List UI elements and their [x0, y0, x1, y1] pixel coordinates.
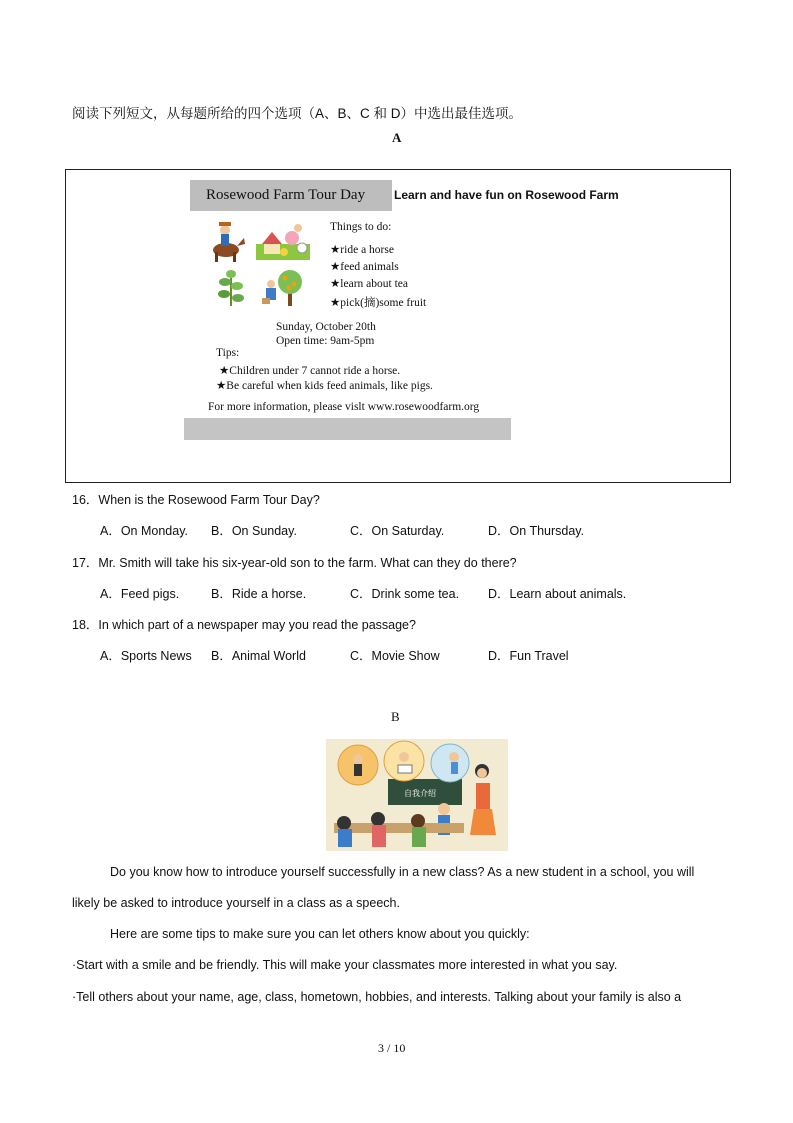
horse-rider-icon: [206, 218, 246, 264]
tip-item: ★Children under 7 cannot ride a horse.: [219, 365, 401, 377]
tips-heading: Tips:: [216, 347, 240, 359]
option: B．Ride a horse.: [211, 587, 307, 601]
classroom-illustration: [326, 739, 508, 851]
option: D．On Thursday.: [488, 524, 585, 538]
option: C．On Saturday.: [350, 524, 445, 538]
ad-subtitle: Learn and have fun on Rosewood Farm: [394, 188, 619, 202]
option: A．Sports News: [100, 649, 192, 663]
instruction: 阅读下列短文，从每题所给的四个选项（A、B、C 和 D）中选出最佳选项。: [72, 106, 523, 121]
tea-plant-icon: [214, 268, 248, 308]
option: C．Drink some tea.: [350, 587, 460, 601]
open-time: Open time: 9am-5pm: [276, 335, 375, 347]
thing-item: ★pick(摘)some fruit: [330, 297, 427, 309]
passage-p2: Here are some tips to make sure you can let others know about you quickly:: [110, 927, 530, 941]
thing-item: ★learn about tea: [330, 278, 408, 290]
fruit-picking-icon: [260, 266, 302, 308]
things-heading: Things to do:: [330, 221, 392, 233]
board-text: 自我介绍: [404, 789, 436, 798]
thing-item: ★feed animals: [330, 261, 399, 273]
passage-p1-line1: Do you know how to introduce yourself successfully in a new class? As a new student in a school, you will: [110, 865, 695, 879]
ad-footer-bar: [184, 418, 511, 440]
passage-bullet-2: ·Tell others about your name, age, class, hometown, hobbies, and interests. Talking about your family is also a: [72, 990, 682, 1004]
ad-title: Rosewood Farm Tour Day: [190, 180, 392, 211]
passage-bullet-1: ·Start with a smile and be friendly. This will make your classmates more interested in what you say.: [72, 958, 618, 972]
thing-item: ★ride a horse: [330, 244, 394, 256]
more-info: For more information, please vislt www.rosewoodfarm.org: [208, 401, 480, 413]
section-a-heading: A: [392, 130, 402, 145]
question-17: 17．Mr. Smith will take his six-year-old son to the farm. What can they do there?: [72, 556, 517, 570]
option: D．Learn about animals.: [488, 587, 627, 601]
option: A．Feed pigs.: [100, 587, 180, 601]
option: A．On Monday.: [100, 524, 189, 538]
event-date: Sunday, October 20th: [276, 321, 376, 333]
option: C．Movie Show: [350, 649, 440, 663]
option: B．On Sunday.: [211, 524, 297, 538]
page-number: 3 / 10: [378, 1041, 406, 1055]
section-b-heading: B: [391, 709, 400, 724]
passage-p1-line2: likely be asked to introduce yourself in a class as a speech.: [72, 896, 400, 910]
option: D．Fun Travel: [488, 649, 569, 663]
option: B．Animal World: [211, 649, 306, 663]
question-16: 16．When is the Rosewood Farm Tour Day?: [72, 493, 320, 507]
tip-item: ★Be careful when kids feed animals, like pigs.: [216, 380, 433, 392]
question-18: 18．In which part of a newspaper may you read the passage?: [72, 618, 416, 632]
farm-animals-icon: [254, 220, 312, 262]
